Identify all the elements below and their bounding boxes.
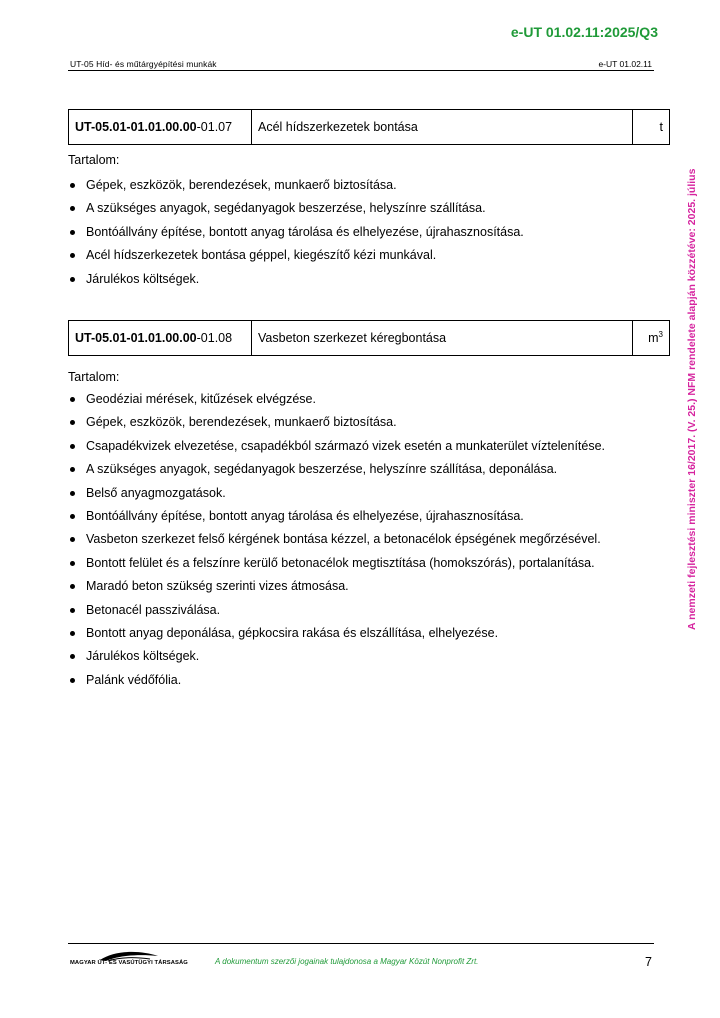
item-unit [633,321,670,356]
list-item: Gépek, eszközök, berendezések, munkaerő biztosítása. [68,411,605,434]
item-code [69,110,252,145]
list-item: Bontóállvány építése, bontott anyag tárolása és elhelyezése, újrahasznosítása. [68,221,524,244]
item-title: Vasbeton szerkezet kéregbontása [252,321,633,356]
document-code: e-UT 01.02.11:2025/Q3 [510,24,658,40]
page-number: 7 [645,955,652,969]
item-table-2 [68,320,670,356]
list-item: Bontott felület és a felszínre kerülő betonacélok megtisztítása (homokszórás), portalanítása. [68,552,605,575]
item-title: Acél hídszerkezetek bontása [252,110,633,145]
list-item: Csapadékvizek elvezetése, csapadékból származó vizek esetén a munkaterület víztelenítése. [68,435,605,458]
logo-text: MAGYAR ÚT- ÉS VASÚTÜGYI TÁRSASÁG [70,960,188,966]
list-item: A szükséges anyagok, segédanyagok beszerzése, helyszínre szállítása. [68,197,524,220]
item-unit: t [633,110,670,145]
item-code-bold: UT-05.01-01.01.00.00 [75,120,197,134]
content-label: Tartalom: [68,370,120,384]
item-row [69,110,670,145]
list-item: Vasbeton szerkezet felső kérgének bontása kézzel, a betonacélok épségének megőrzésével. [68,528,605,551]
list-item: Járulékos költségek. [68,268,524,291]
item-row [69,321,670,356]
list-item: Bontóállvány építése, bontott anyag tárolása és elhelyezése, újrahasznosítása. [68,505,605,528]
header-doc-id: e-UT 01.02.11 [598,59,652,69]
unit-base: m [648,331,659,346]
list-item: Belső anyagmozgatások. [68,482,605,505]
item-code [69,321,252,356]
list-item: Járulékos költségek. [68,645,605,668]
item-code-suffix: -01.08 [196,331,233,345]
bullet-list-1 [68,174,524,291]
list-item: A szükséges anyagok, segédanyagok beszerzése, helyszínre szállítása, deponálása. [68,458,605,481]
footer-divider [68,943,654,944]
item-code-bold: UT-05.01-01.01.00.00 [75,331,197,345]
item-table-1 [68,109,670,145]
list-item: Geodéziai mérések, kitűzések elvégzése. [68,388,605,411]
list-item: Palánk védőfólia. [68,669,605,692]
list-item: Bontott anyag deponálása, gépkocsira rakása és elszállítása, elhelyezése. [68,622,605,645]
list-item: Acél hídszerkezetek bontása géppel, kiegészítő kézi munkával. [68,244,524,267]
item-code-suffix: -01.07 [196,120,233,134]
unit-exponent: 3 [658,330,663,340]
copyright-note: A dokumentum szerzői jogainak tulajdonosa a Magyar Közút Nonprofit Zrt. [215,957,479,966]
header-section-title: UT-05 Híd- és műtárgyépítési munkák [70,59,217,69]
list-item: Betonacél passziválása. [68,599,605,622]
header-divider [68,70,654,71]
list-item: Maradó beton szükség szerinti vizes átmosása. [68,575,605,598]
content-label: Tartalom: [68,153,120,167]
bullet-list-2 [68,388,605,692]
list-item: Gépek, eszközök, berendezések, munkaerő biztosítása. [68,174,524,197]
publication-side-note: A nemzeti fejlesztési miniszter 16/2017. (V. 25.) NFM rendelete alapján közzétéve: 2025. július [686,168,698,630]
